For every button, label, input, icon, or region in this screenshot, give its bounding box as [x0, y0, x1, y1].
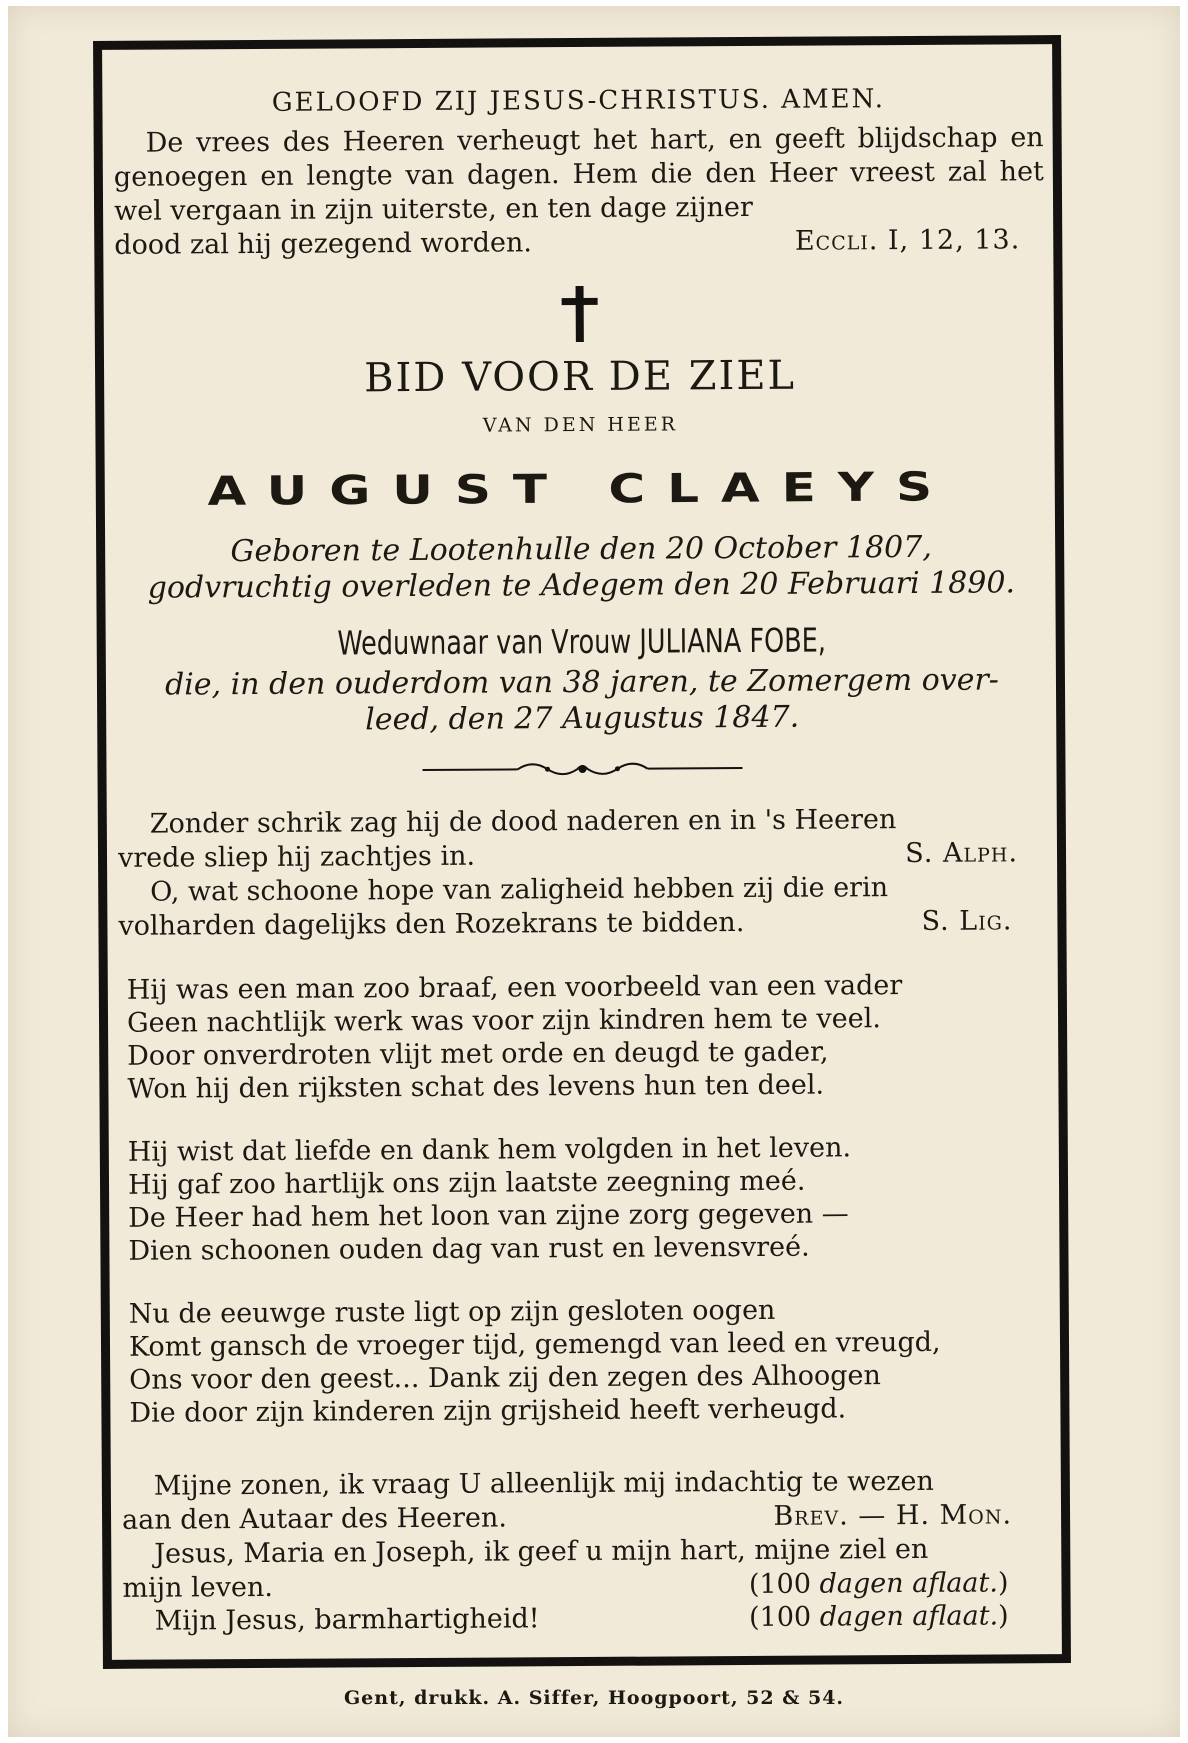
deceased-name: AUGUST CLAEYS [207, 463, 955, 515]
scripture-last: dood zal hij gezegend worden. [114, 227, 533, 261]
poem-stanza-3 [121, 1292, 1052, 1430]
poem-line: Nu de eeuwge ruste ligt op zijn gesloten oogen [128, 1294, 776, 1330]
poem-line: Hij gaf zoo hartlijk ons zijn laatste zeegning meé. [127, 1165, 806, 1201]
prayer-2-line-2: mijn leven. [122, 1571, 273, 1604]
wife-death-line-2: leed, den 27 Augustus 1847. [365, 699, 800, 738]
poem-stanza-1 [119, 968, 1050, 1106]
scripture-last-line [114, 223, 1044, 263]
card-content [113, 67, 1053, 1638]
poem-line: Door onverdroten vlijt met orde en deugd te gader, [127, 1036, 829, 1072]
scripture-text: De vrees des Heeren verheugt het hart, en geeft blijdschap en genoegen en lengte van dagen. Hem die den Heer vreest zal het wel vergaan in zijn uiterste, en ten dage zijner [113, 122, 1044, 227]
prayer-3: Mijn Jesus, barmhartigheid! [154, 1603, 540, 1637]
printer-imprint: Gent, drukk. A. Siffer, Hoogpoort, 52 & 54. [343, 1687, 845, 1709]
quote-liguori [118, 870, 1048, 944]
poem-line: De Heer had hem het loon van zijne zorg gegeven — [128, 1198, 849, 1234]
indulgence-note-2: (100 dagen aflaat.) [749, 1600, 1009, 1633]
quote-2-reference: S. Lig. [921, 905, 1013, 937]
motto: GELOOFD ZIJ JESUS-CHRISTUS. AMEN. [271, 84, 886, 118]
quote-1-line-2: vrede sliep hij zachtjes in. [117, 840, 476, 874]
poem-line: Ons voor den geest... Dank zij den zegen des Alhoogen [129, 1360, 881, 1396]
widower-line: Weduwnaar van Vrouw JULIANA FOBE, [337, 620, 827, 663]
poem-line: Geen nachtlijk werk was voor zijn kindren hem te veel. [126, 1003, 882, 1039]
poem-line: Die door zijn kinderen zijn grijsheid heeft verheugd. [129, 1393, 847, 1429]
quote-alphonsus [118, 802, 1048, 876]
indulgence-note-1: (100 dagen aflaat.) [748, 1567, 1009, 1600]
prayer-heading: BID VOOR DE ZIEL [363, 352, 797, 402]
closing-prayers [122, 1464, 1053, 1638]
poem-line: Komt gansch de vroeger tijd, gemengd van leed en vreugd, [128, 1326, 941, 1363]
quote-1-reference: S. Alph. [905, 837, 1019, 870]
poem-line: Hij wist dat liefde en dank hem volgden in het leven. [127, 1132, 852, 1168]
ornament-divider [117, 756, 1047, 782]
of-the-label: VAN DEN HEER [482, 413, 679, 437]
quote-2-line-2: volharden dagelijks den Rozekrans te bidden. [118, 907, 745, 942]
birth-line: Geboren te Lootenhulle den 20 October 1807, [230, 529, 932, 570]
death-line: godvruchtig overleden te Adegem den 20 Februari 1890. [147, 565, 1016, 606]
wife-death-line-1: die, in den ouderdom van 38 jaren, te Zomergem over- [164, 662, 999, 703]
poem-line: Won hij den rijksten schat des levens hun ten deel. [127, 1069, 825, 1105]
prayer-2-line-1: Jesus, Maria en Joseph, ik geef u mijn hart, mijne ziel en [154, 1533, 929, 1570]
cross-icon [115, 283, 1045, 345]
quote-1-line-1: Zonder schrik zag hij de dood naderen en in 's Heeren [149, 804, 897, 840]
poem-line: Hij was een man zoo braaf, een voorbeeld van een vader [126, 970, 903, 1006]
prayer-1-reference: Brev. — H. Mon. [773, 1499, 1013, 1532]
prayer-1-line-2: aan den Autaar des Heeren. [121, 1502, 508, 1536]
poem-stanza-2 [120, 1130, 1051, 1268]
poem-line: Dien schoonen ouden dag van rust en levensvreé. [128, 1231, 810, 1267]
quote-2-line-1: O, wat schoone hope van zaligheid hebben zij die erin [150, 872, 889, 908]
prayer-1-line-1: Mijne zonen, ik vraag U alleenlijk mij indachtig te wezen [153, 1465, 934, 1502]
scripture-reference: Eccli. I, 12, 13. [794, 224, 1021, 257]
